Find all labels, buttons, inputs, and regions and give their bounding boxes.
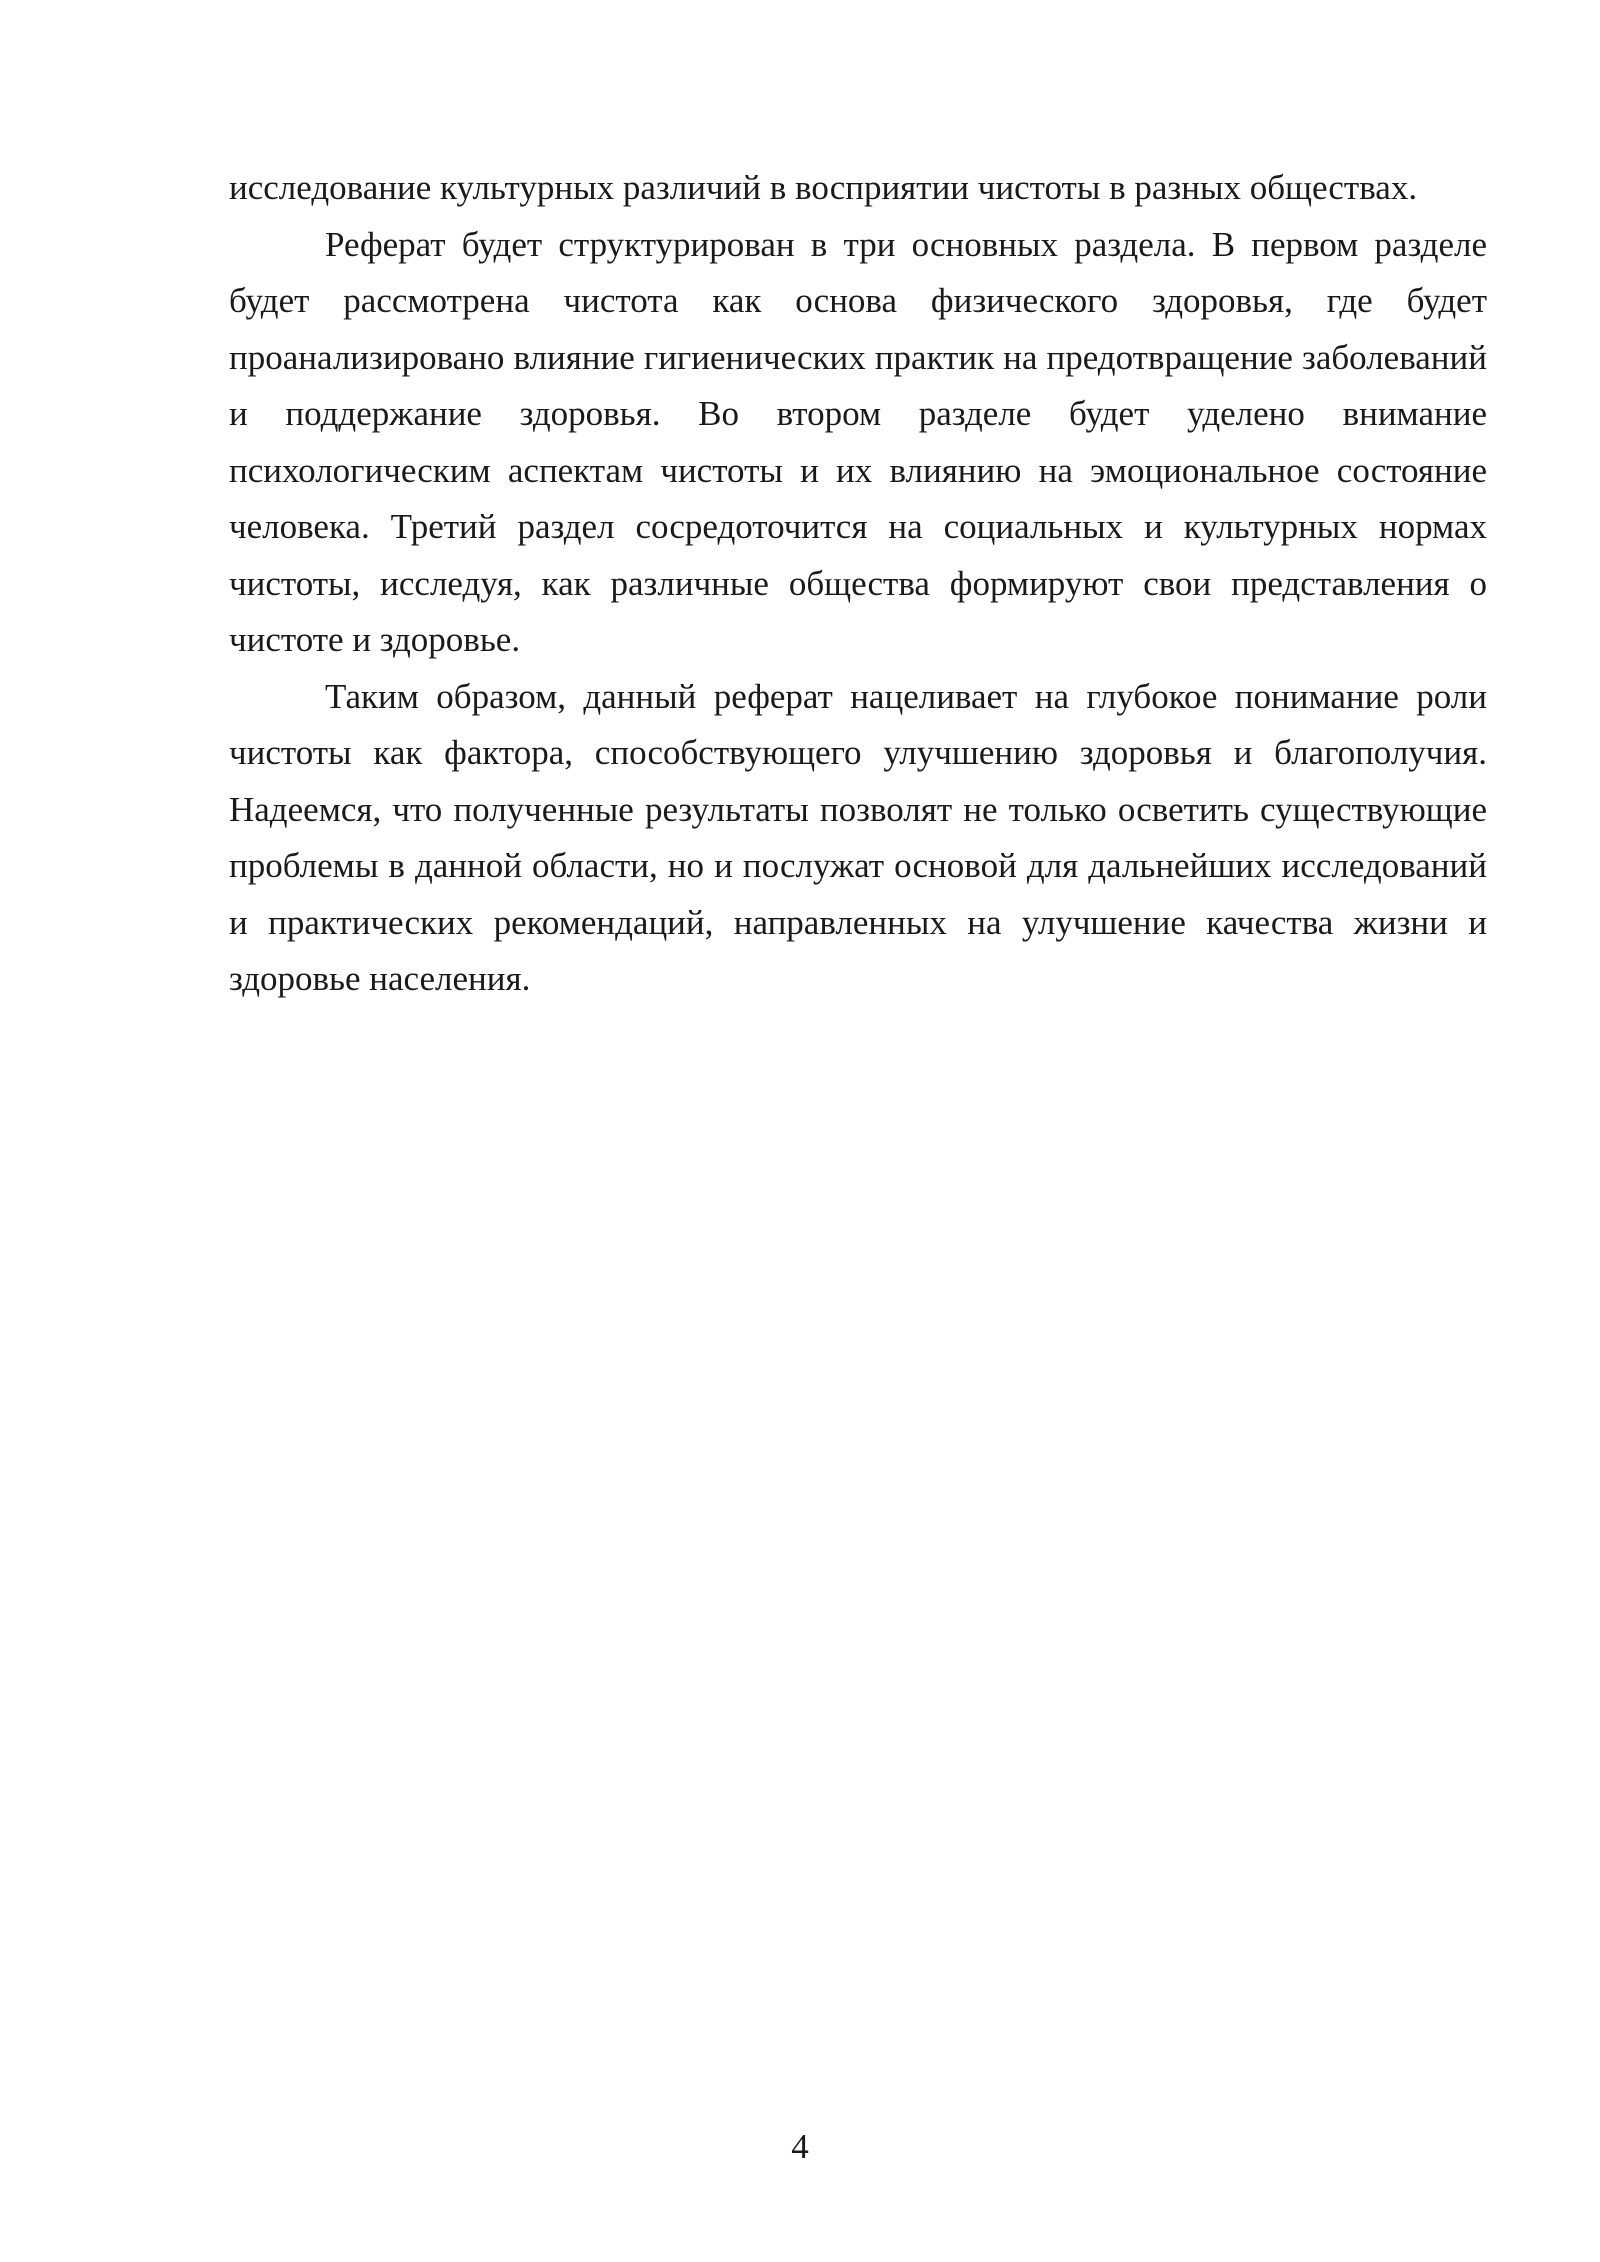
paragraph-continuation: исследование культурных различий в восприятии чистоты в разных обществах. [229, 168, 1418, 207]
paragraph-conclusion: Таким образом, данный реферат нацеливает на глубокое понимание роли чистоты как фактора, способствующего улучшению здоровья и благополучия. Надеемся, что полученные результаты позволят не только осветить существующие проблемы в данной области, но и послужат основой для дальнейших исследований и практических рекомендаций, направленных на улучшение качества жизни и здоровье населения. [229, 676, 1487, 998]
paragraph-structure: Реферат будет структурирован в три основных раздела. В первом разделе будет рассмотрена чистота как основа физического здоровья, где будет проанализировано влияние гигиенических практик на предотвращение заболеваний и поддержание здоровья. Во втором разделе будет уделено внимание психологическим аспектам чистоты и их влиянию на эмоциональное состояние человека. Третий раздел сосредоточится на социальных и культурных нормах чистоты, исследуя, как различные общества формируют свои представления о чистоте и здоровье. [229, 224, 1487, 659]
page-number: 4 [791, 2127, 809, 2166]
body-text [229, 160, 1487, 1008]
